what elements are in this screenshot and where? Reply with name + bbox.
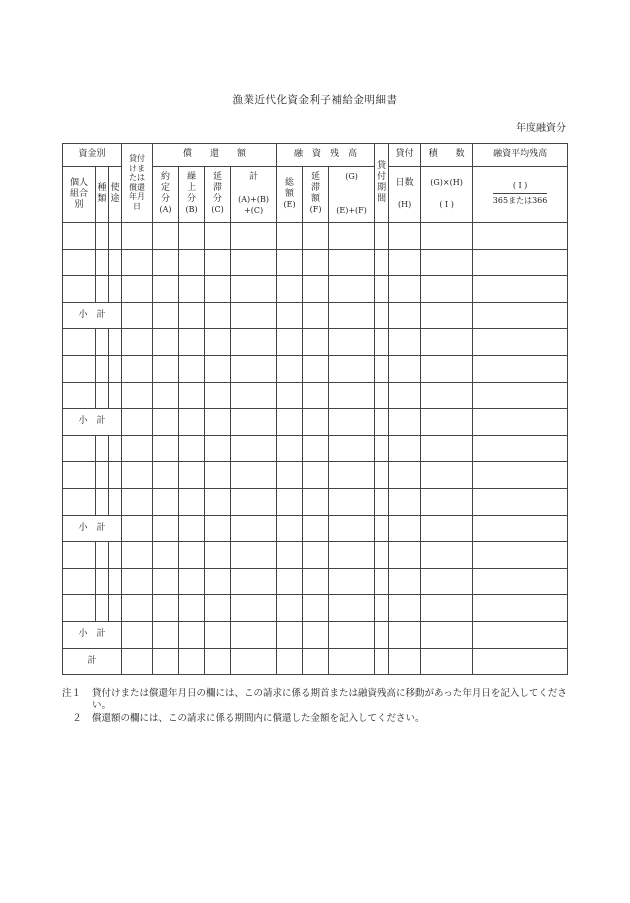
table-cell[interactable] — [421, 621, 473, 648]
table-cell[interactable] — [421, 302, 473, 329]
table-cell[interactable] — [329, 488, 375, 515]
table-cell[interactable] — [473, 223, 568, 250]
table-cell[interactable] — [389, 302, 421, 329]
table-cell[interactable] — [277, 515, 303, 542]
table-cell[interactable] — [153, 568, 179, 595]
table-cell[interactable] — [375, 648, 389, 675]
table-cell[interactable] — [109, 568, 122, 595]
table-cell[interactable] — [375, 595, 389, 622]
table-cell[interactable] — [109, 223, 122, 250]
table-body — [63, 223, 568, 675]
table-cell[interactable] — [389, 249, 421, 276]
table-cell[interactable] — [122, 276, 153, 303]
table-cell[interactable] — [389, 435, 421, 462]
table-cell[interactable] — [153, 648, 179, 675]
table-cell[interactable] — [375, 621, 389, 648]
table-cell[interactable] — [96, 595, 109, 622]
table-cell[interactable] — [303, 223, 329, 250]
note-2: ２ 償還額の欄には、この請求に係る期間内に償還した金額を記入してください。 — [72, 712, 425, 724]
table-cell[interactable] — [179, 435, 205, 462]
table-cell[interactable] — [109, 276, 122, 303]
table-cell[interactable] — [63, 488, 96, 515]
table-cell[interactable] — [122, 435, 153, 462]
table-cell[interactable] — [179, 542, 205, 569]
table-cell[interactable] — [205, 542, 231, 569]
table-cell[interactable] — [421, 223, 473, 250]
table-row — [63, 488, 568, 515]
header-shikin-betsu: 資金別 — [63, 144, 122, 167]
table-cell[interactable] — [96, 355, 109, 382]
table-cell[interactable] — [329, 276, 375, 303]
table-cell[interactable] — [63, 382, 96, 409]
table-cell[interactable] — [303, 435, 329, 462]
header-kuriage: 繰上分 (B) — [179, 167, 205, 223]
table-cell[interactable] — [153, 276, 179, 303]
table-row — [63, 568, 568, 595]
subtotal-row — [63, 302, 568, 329]
table-cell[interactable] — [473, 329, 568, 356]
table-cell[interactable] — [375, 249, 389, 276]
table-cell[interactable] — [96, 462, 109, 489]
table-cell[interactable] — [205, 409, 231, 436]
table-row — [63, 435, 568, 462]
table-cell[interactable] — [205, 648, 231, 675]
table-cell[interactable] — [96, 382, 109, 409]
table-cell[interactable] — [109, 595, 122, 622]
table-cell[interactable] — [231, 462, 277, 489]
table-cell[interactable] — [205, 515, 231, 542]
table-cell[interactable] — [375, 223, 389, 250]
notes-section — [62, 688, 567, 725]
table-cell[interactable] — [96, 276, 109, 303]
table-cell[interactable] — [231, 302, 277, 329]
table-cell[interactable] — [277, 276, 303, 303]
table-row — [63, 595, 568, 622]
table-cell[interactable] — [96, 329, 109, 356]
table-cell[interactable] — [96, 488, 109, 515]
table-cell[interactable] — [329, 355, 375, 382]
table-cell[interactable] — [63, 568, 96, 595]
table-cell[interactable] — [473, 488, 568, 515]
table-cell[interactable] — [179, 595, 205, 622]
header-sekisu: 積 数 — [421, 144, 473, 167]
header-yakutei: 約定分 (A) — [153, 167, 179, 223]
table-cell[interactable] — [153, 488, 179, 515]
table-cell[interactable] — [109, 462, 122, 489]
table-cell[interactable] — [122, 249, 153, 276]
table-cell[interactable] — [473, 355, 568, 382]
table-cell[interactable] — [303, 276, 329, 303]
table-cell[interactable] — [375, 302, 389, 329]
table-cell[interactable] — [205, 435, 231, 462]
table-cell[interactable] — [231, 435, 277, 462]
table-cell[interactable] — [205, 329, 231, 356]
table-cell[interactable] — [389, 355, 421, 382]
table-cell[interactable] — [389, 488, 421, 515]
table-cell[interactable] — [63, 595, 96, 622]
table-cell[interactable] — [277, 249, 303, 276]
table-cell[interactable] — [231, 621, 277, 648]
table-cell[interactable] — [375, 488, 389, 515]
table-cell[interactable] — [303, 648, 329, 675]
table-cell[interactable] — [473, 542, 568, 569]
table-cell[interactable] — [179, 648, 205, 675]
table-cell[interactable] — [109, 382, 122, 409]
table-cell[interactable] — [421, 249, 473, 276]
table-row — [63, 249, 568, 276]
table-cell[interactable] — [205, 302, 231, 329]
header-sekisu-formula: (G)×(H) ( I ) — [421, 167, 473, 223]
table-cell[interactable] — [153, 595, 179, 622]
table-cell[interactable] — [231, 568, 277, 595]
subtotal-row — [63, 621, 568, 648]
header-shurui: 種類 — [96, 167, 109, 223]
header-nissu: 日数 (H) — [389, 167, 421, 223]
table-cell[interactable] — [179, 621, 205, 648]
table-cell[interactable] — [277, 409, 303, 436]
table-cell[interactable] — [473, 435, 568, 462]
table-cell[interactable] — [329, 249, 375, 276]
table-cell[interactable] — [277, 382, 303, 409]
header-kashitsuke-date: 貸付けまたは償還年月日 — [122, 144, 153, 223]
table-cell[interactable] — [231, 276, 277, 303]
table-cell[interactable] — [179, 462, 205, 489]
total-label: 計 — [63, 648, 122, 675]
table-cell[interactable] — [96, 249, 109, 276]
table-cell[interactable] — [122, 515, 153, 542]
header-kashitsuke-kikan: 貸付期間 — [375, 144, 389, 223]
table-cell[interactable] — [96, 542, 109, 569]
table-cell[interactable] — [205, 568, 231, 595]
table-cell[interactable] — [473, 409, 568, 436]
table-cell[interactable] — [389, 648, 421, 675]
table-cell[interactable] — [179, 223, 205, 250]
table-cell[interactable] — [329, 542, 375, 569]
table-cell[interactable] — [375, 515, 389, 542]
table-cell[interactable] — [231, 648, 277, 675]
table-cell[interactable] — [473, 249, 568, 276]
table-cell[interactable] — [421, 595, 473, 622]
table-cell[interactable] — [277, 542, 303, 569]
table-cell[interactable] — [153, 435, 179, 462]
table-cell[interactable] — [231, 542, 277, 569]
table-cell[interactable] — [375, 462, 389, 489]
table-cell[interactable] — [109, 329, 122, 356]
header-shito: 使途 — [109, 167, 122, 223]
header-entai-gaku: 延滞額 (F) — [303, 167, 329, 223]
header-sogaku: 総額 (E) — [277, 167, 303, 223]
table-cell[interactable] — [473, 382, 568, 409]
table-cell[interactable] — [109, 488, 122, 515]
table-cell[interactable] — [421, 648, 473, 675]
table-cell[interactable] — [303, 382, 329, 409]
header-kojin-kumiai-betsu: 個人組合別 — [63, 167, 96, 223]
note-1: 注１ 貸付けまたは償還年月日の欄には、この請求に係る期首または融資残高に移動があった年月日を記入してください。 — [62, 688, 567, 712]
table-cell[interactable] — [473, 595, 568, 622]
table-cell[interactable] — [122, 302, 153, 329]
table-cell[interactable] — [421, 382, 473, 409]
table-cell[interactable] — [205, 621, 231, 648]
table-cell[interactable] — [389, 276, 421, 303]
table-cell[interactable] — [277, 223, 303, 250]
table-cell[interactable] — [303, 249, 329, 276]
table-cell[interactable] — [122, 568, 153, 595]
table-cell[interactable] — [205, 382, 231, 409]
table-cell[interactable] — [421, 462, 473, 489]
table-cell[interactable] — [179, 355, 205, 382]
total-row — [63, 648, 568, 675]
header-kashitsuke-label: 貸付 — [389, 144, 421, 167]
table-cell[interactable] — [303, 542, 329, 569]
table-cell[interactable] — [63, 276, 96, 303]
table-cell[interactable] — [179, 515, 205, 542]
table-cell[interactable] — [389, 621, 421, 648]
table-cell[interactable] — [231, 409, 277, 436]
table-cell[interactable] — [205, 249, 231, 276]
table-cell[interactable] — [153, 409, 179, 436]
table-cell[interactable] — [473, 515, 568, 542]
table-cell[interactable] — [389, 568, 421, 595]
table-row — [63, 542, 568, 569]
header-shokan-gaku: 償 還 額 — [153, 144, 277, 167]
table-cell[interactable] — [205, 488, 231, 515]
table-cell[interactable] — [303, 409, 329, 436]
subtotal-row — [63, 409, 568, 436]
table-cell[interactable] — [389, 329, 421, 356]
table-cell[interactable] — [375, 435, 389, 462]
table-cell[interactable] — [329, 595, 375, 622]
table-cell[interactable] — [375, 542, 389, 569]
table-cell[interactable] — [153, 542, 179, 569]
table-cell[interactable] — [473, 276, 568, 303]
table-cell[interactable] — [303, 302, 329, 329]
table-cell[interactable] — [421, 276, 473, 303]
table-cell[interactable] — [205, 276, 231, 303]
table-cell[interactable] — [109, 435, 122, 462]
table-cell[interactable] — [329, 648, 375, 675]
table-cell[interactable] — [205, 595, 231, 622]
table-cell[interactable] — [122, 223, 153, 250]
table-cell[interactable] — [375, 568, 389, 595]
header-heikin-fraction: $\frac{( I )}{\text{365または366}}$ — [473, 167, 568, 223]
table-cell[interactable] — [122, 595, 153, 622]
table-cell[interactable] — [179, 488, 205, 515]
table-cell[interactable] — [473, 568, 568, 595]
table-cell[interactable] — [375, 276, 389, 303]
table-cell[interactable] — [329, 462, 375, 489]
fiscal-year-label: 年度融資分 — [516, 123, 566, 134]
table-cell[interactable] — [63, 223, 96, 250]
table-cell[interactable] — [231, 223, 277, 250]
table-cell[interactable] — [122, 462, 153, 489]
table-cell[interactable] — [473, 462, 568, 489]
header-heikin-zandaka: 融資平均残高 — [473, 144, 568, 167]
table-cell[interactable] — [375, 355, 389, 382]
table-cell[interactable] — [329, 515, 375, 542]
table-cell[interactable] — [153, 329, 179, 356]
table-cell[interactable] — [303, 568, 329, 595]
table-row — [63, 276, 568, 303]
table-cell[interactable] — [421, 568, 473, 595]
table-cell[interactable] — [63, 329, 96, 356]
table-cell[interactable] — [109, 355, 122, 382]
table-cell[interactable] — [389, 382, 421, 409]
subtotal-label: 小 計 — [63, 409, 122, 436]
table-cell[interactable] — [96, 568, 109, 595]
table-cell[interactable] — [122, 648, 153, 675]
table-cell[interactable] — [122, 329, 153, 356]
table-cell[interactable] — [329, 302, 375, 329]
table-cell[interactable] — [153, 621, 179, 648]
header-yushi-zandaka: 融 資 残 高 — [277, 144, 375, 167]
subtotal-label: 小 計 — [63, 621, 122, 648]
table-cell[interactable] — [277, 355, 303, 382]
header-kei: 計 (A)+(B) +(C) — [231, 167, 277, 223]
table-cell[interactable] — [63, 355, 96, 382]
table-cell[interactable] — [122, 621, 153, 648]
table-cell[interactable] — [179, 302, 205, 329]
table-cell[interactable] — [329, 409, 375, 436]
table-cell[interactable] — [153, 249, 179, 276]
table-cell[interactable] — [109, 249, 122, 276]
table-cell[interactable] — [122, 488, 153, 515]
table-cell[interactable] — [277, 435, 303, 462]
table-cell[interactable] — [179, 249, 205, 276]
table-cell[interactable] — [179, 568, 205, 595]
subtotal-label: 小 計 — [63, 302, 122, 329]
table-cell[interactable] — [96, 223, 109, 250]
table-cell[interactable] — [63, 249, 96, 276]
table-cell[interactable] — [277, 595, 303, 622]
table-cell[interactable] — [389, 223, 421, 250]
table-cell[interactable] — [329, 621, 375, 648]
table-cell[interactable] — [329, 223, 375, 250]
table-cell[interactable] — [375, 329, 389, 356]
table-cell[interactable] — [205, 223, 231, 250]
table-cell[interactable] — [231, 329, 277, 356]
table-cell[interactable] — [303, 595, 329, 622]
table-cell[interactable] — [421, 409, 473, 436]
table-cell[interactable] — [421, 435, 473, 462]
table-cell[interactable] — [179, 276, 205, 303]
table-cell[interactable] — [63, 435, 96, 462]
table-cell[interactable] — [473, 621, 568, 648]
table-cell[interactable] — [303, 515, 329, 542]
table-cell[interactable] — [329, 329, 375, 356]
table-cell[interactable] — [153, 382, 179, 409]
table-cell[interactable] — [277, 462, 303, 489]
table-cell[interactable] — [389, 595, 421, 622]
table-cell[interactable] — [153, 223, 179, 250]
table-cell[interactable] — [473, 648, 568, 675]
table-cell[interactable] — [303, 355, 329, 382]
table-cell[interactable] — [122, 542, 153, 569]
table-row — [63, 382, 568, 409]
subsidy-detail-table — [62, 143, 568, 675]
table-row — [63, 329, 568, 356]
table-cell[interactable] — [153, 462, 179, 489]
table-cell[interactable] — [375, 409, 389, 436]
document-title: 漁業近代化資金利子補給金明細書 — [232, 94, 398, 106]
table-cell[interactable] — [231, 515, 277, 542]
table-cell[interactable] — [96, 435, 109, 462]
table-cell[interactable] — [421, 542, 473, 569]
table-cell[interactable] — [303, 488, 329, 515]
table-cell[interactable] — [205, 462, 231, 489]
table-cell[interactable] — [277, 329, 303, 356]
table-cell[interactable] — [473, 302, 568, 329]
table-cell[interactable] — [231, 488, 277, 515]
table-cell[interactable] — [303, 329, 329, 356]
table-cell[interactable] — [329, 382, 375, 409]
table-cell[interactable] — [63, 462, 96, 489]
table-cell[interactable] — [231, 595, 277, 622]
table-cell[interactable] — [153, 515, 179, 542]
table-cell[interactable] — [63, 542, 96, 569]
table-cell[interactable] — [179, 382, 205, 409]
table-cell[interactable] — [389, 462, 421, 489]
table-cell[interactable] — [122, 355, 153, 382]
table-cell[interactable] — [153, 302, 179, 329]
table-cell[interactable] — [421, 329, 473, 356]
table-cell[interactable] — [231, 355, 277, 382]
table-cell[interactable] — [153, 355, 179, 382]
table-cell[interactable] — [231, 249, 277, 276]
table-cell[interactable] — [277, 568, 303, 595]
table-row — [63, 223, 568, 250]
table-cell[interactable] — [389, 409, 421, 436]
table-cell[interactable] — [375, 382, 389, 409]
table-cell[interactable] — [109, 542, 122, 569]
table-cell[interactable] — [303, 621, 329, 648]
table-cell[interactable] — [421, 515, 473, 542]
table-cell[interactable] — [179, 329, 205, 356]
table-row — [63, 355, 568, 382]
header-entai: 延滞分 (C) — [205, 167, 231, 223]
table-cell[interactable] — [303, 462, 329, 489]
table-cell[interactable] — [205, 355, 231, 382]
table-cell[interactable] — [277, 488, 303, 515]
table-cell[interactable] — [329, 568, 375, 595]
table-cell[interactable] — [389, 542, 421, 569]
table-cell[interactable] — [179, 409, 205, 436]
table-cell[interactable] — [421, 488, 473, 515]
header-g: (G) (E)+(F) — [329, 167, 375, 223]
table-cell[interactable] — [277, 648, 303, 675]
table-cell[interactable] — [421, 355, 473, 382]
table-cell[interactable] — [389, 515, 421, 542]
subtotal-label: 小 計 — [63, 515, 122, 542]
table-cell[interactable] — [329, 435, 375, 462]
table-cell[interactable] — [277, 302, 303, 329]
table-cell[interactable] — [231, 382, 277, 409]
table-cell[interactable] — [122, 382, 153, 409]
header-row-1 — [63, 144, 568, 167]
table-cell[interactable] — [122, 409, 153, 436]
table-row — [63, 462, 568, 489]
subtotal-row — [63, 515, 568, 542]
table-cell[interactable] — [277, 621, 303, 648]
